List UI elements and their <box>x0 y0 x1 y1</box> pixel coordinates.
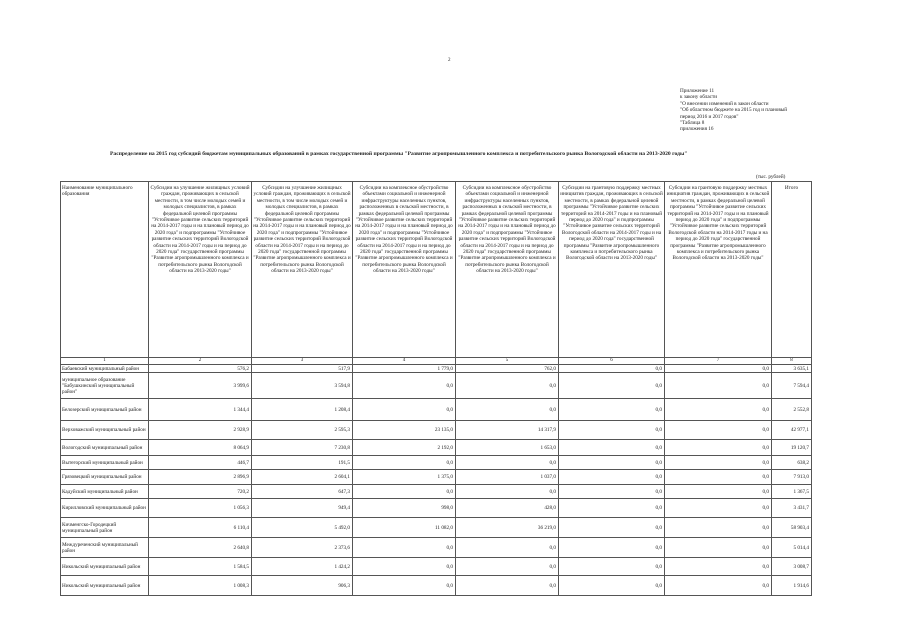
subsidy-value: 0,0 <box>665 538 772 558</box>
subsidy-value: 998,0 <box>353 499 456 518</box>
subsidy-value: 0,0 <box>559 440 665 456</box>
subsidy-value: 0,0 <box>456 485 559 499</box>
attachment-line: "Об областном бюджете на 2015 год и плановый <box>680 107 788 114</box>
municipality-name: Вологодский муниципальный район <box>61 440 149 456</box>
subsidy-value: 0,0 <box>353 576 456 596</box>
municipality-name: Верховажский муниципальный район <box>61 421 149 440</box>
total-value: 3 635,1 <box>772 365 812 373</box>
subsidy-value: 1 344,4 <box>149 399 252 421</box>
attachment-line: период 2016 и 2017 годов" <box>680 113 739 120</box>
column-number: 1 <box>61 358 149 365</box>
table-row <box>61 440 812 456</box>
column-number: 2 <box>149 358 252 365</box>
total-value: 3 008,7 <box>772 558 812 576</box>
subsidy-value: 428,0 <box>456 499 559 518</box>
subsidy-value: 191,5 <box>252 456 353 470</box>
subsidy-value: 0,0 <box>559 421 665 440</box>
subsidy-value: 0,0 <box>353 373 456 399</box>
total-value: 1 914,6 <box>772 576 812 596</box>
total-value: 5 014,4 <box>772 538 812 558</box>
subsidy-value: 1 653,0 <box>456 440 559 456</box>
subsidy-value: 0,0 <box>665 421 772 440</box>
subsidy-value: 0,0 <box>559 538 665 558</box>
table-row <box>61 518 812 538</box>
subsidy-value: 0,0 <box>353 399 456 421</box>
subsidy-value: 0,0 <box>665 499 772 518</box>
total-value: 3 431,7 <box>772 499 812 518</box>
subsidy-value: 2 373,6 <box>252 538 353 558</box>
column-header-subsidy: Субсидии на улучшение жилищных условий граждан, проживающих в сельской местности, в том числе молодых семей и молодых специалистов, в рамках федеральной целевой программы "Устойчивое развитие сельских территорий на 2014-2017 годы и на плановый период до 2020 года" и подпрограммы "Устойчивое развитие сельских территорий Вологодской области на 2014-2017 годы и на период до 2020 года" государственной программы "Развитие агропромышленного комплекса и потребительского рынка Вологодской области на 2013-2020 годы" <box>252 182 353 358</box>
subsidy-value: 0,0 <box>559 499 665 518</box>
units-label: (тыс. рублей) <box>756 174 786 180</box>
subsidy-value: 0,0 <box>559 558 665 576</box>
subsidy-value: 1 779,0 <box>353 365 456 373</box>
attachment-line: Приложение 11 <box>680 88 715 94</box>
municipality-name: Грязовецкий муниципальный район <box>61 470 149 485</box>
subsidy-value: 0,0 <box>456 538 559 558</box>
subsidy-value: 36 219,0 <box>456 518 559 538</box>
total-value: 2 552,8 <box>772 399 812 421</box>
subsidy-value: 1 584,5 <box>149 558 252 576</box>
municipality-name: Никольский муниципальный район <box>61 576 149 596</box>
column-header-subsidy: Субсидии на грантовую поддержку местных инициатив граждан, проживающих в сельской местности, в рамках федеральной целевой программы "Устойчивое развитие сельских территорий на 2014-2017 годы и на плановый период до 2020 года" и подпрограммы "Устойчивое развитие сельских территорий Вологодской области на 2014-2017 годы и на период до 2020 года" государственной программы "Развитие агропромышленного комплекса и потребительского рынка Вологодской области на 2013-2020 годы" <box>665 182 772 358</box>
subsidy-value: 3 594,8 <box>252 373 353 399</box>
subsidy-value: 1 208,4 <box>252 399 353 421</box>
attachment-line: "О внесении изменений в закон области <box>680 100 769 107</box>
municipality-name: муниципальное образование "Бабушкинский муниципальный район" <box>61 373 149 399</box>
subsidy-value: 0,0 <box>559 373 665 399</box>
subsidy-value: 576,2 <box>149 365 252 373</box>
attachment-line: приложения 16 <box>680 126 714 133</box>
column-header-subsidy: Субсидии на комплексное обустройство объектами социальной и инженерной инфраструктуры населенных пунктов, расположенных в сельской местности, в рамках федеральной целевой программы "Устойчивое развитие сельских территорий на 2014-2017 годы и на плановый период до 2020 года" и подпрограммы "Устойчивое развитие сельских территорий Вологодской области на 2014-2017 годы и на период до 2020 года" государственной программы "Развитие агропромышленного комплекса и потребительского рынка Вологодской области на 2013-2020 годы" <box>456 182 559 358</box>
column-number: 8 <box>772 358 812 365</box>
table-row <box>61 470 812 485</box>
column-number: 7 <box>665 358 772 365</box>
subsidy-value: 1 424,2 <box>252 558 353 576</box>
subsidy-value: 0,0 <box>353 538 456 558</box>
subsidy-value: 446,7 <box>149 456 252 470</box>
subsidy-value: 0,0 <box>665 576 772 596</box>
subsidy-value: 0,0 <box>665 558 772 576</box>
municipality-name: Белозерский муниципальный район <box>61 399 149 421</box>
subsidy-value: 0,0 <box>559 399 665 421</box>
attachment-line: "Таблица 8 <box>680 120 705 127</box>
total-value: 1 367,5 <box>772 485 812 499</box>
subsidy-value: 0,0 <box>559 485 665 499</box>
subsidy-value: 0,0 <box>665 518 772 538</box>
subsidy-value: 0,0 <box>456 456 559 470</box>
subsidy-value: 0,0 <box>559 365 665 373</box>
subsidy-value: 647,3 <box>252 485 353 499</box>
subsidy-value: 1 008,3 <box>149 576 252 596</box>
subsidy-value: 1 375,0 <box>353 470 456 485</box>
subsidy-table-container <box>60 181 811 596</box>
subsidy-value: 1 056,3 <box>149 499 252 518</box>
municipality-name: Кирилловский муниципальный район <box>61 499 149 518</box>
subsidy-value: 0,0 <box>456 576 559 596</box>
municipality-name: Бабаевский муниципальный район <box>61 365 149 373</box>
subsidy-value: 23 135,0 <box>353 421 456 440</box>
subsidy-value: 0,0 <box>353 558 456 576</box>
attachment-note <box>680 88 787 133</box>
subsidy-value: 517,9 <box>252 365 353 373</box>
subsidy-value: 11 082,0 <box>353 518 456 538</box>
subsidy-value: 8 064,9 <box>149 440 252 456</box>
total-value: 7 594,4 <box>772 373 812 399</box>
subsidy-value: 0,0 <box>559 456 665 470</box>
subsidy-value: 14 317,9 <box>456 421 559 440</box>
subsidy-value: 7 230,8 <box>252 440 353 456</box>
total-value: 7 913,0 <box>772 470 812 485</box>
table-row <box>61 499 812 518</box>
table-row <box>61 538 812 558</box>
subsidy-value: 0,0 <box>456 373 559 399</box>
total-value: 638,2 <box>772 456 812 470</box>
subsidy-value: 720,2 <box>149 485 252 499</box>
subsidy-value: 949,4 <box>252 499 353 518</box>
subsidy-value: 0,0 <box>665 485 772 499</box>
column-header-subsidy: Субсидии на комплексное обустройство объектами социальной и инженерной инфраструктуры населенных пунктов, расположенных в сельской местности, в рамках федеральной целевой программы "Устойчивое развитие сельских территорий на 2014-2017 годы и на плановый период до 2020 года" и подпрограммы "Устойчивое развитие сельских территорий Вологодской области на 2014-2017 годы и на период до 2020 года" государственной программы "Развитие агропромышленного комплекса и потребительского рынка Вологодской области на 2013-2020 годы" <box>353 182 456 358</box>
subsidy-value: 3 999,6 <box>149 373 252 399</box>
table-row <box>61 456 812 470</box>
table-row <box>61 365 812 373</box>
table-row <box>61 373 812 399</box>
subsidy-value: 5 492,0 <box>252 518 353 538</box>
subsidy-value: 0,0 <box>456 399 559 421</box>
subsidy-value: 2 595,3 <box>252 421 353 440</box>
page-number: 2 <box>448 58 451 63</box>
table-row <box>61 558 812 576</box>
table-row <box>61 576 812 596</box>
subsidy-value: 2 896,9 <box>149 470 252 485</box>
municipality-name: Никольский муниципальный район <box>61 558 149 576</box>
table-header-row <box>61 182 812 358</box>
document-title: Распределение на 2015 год субсидий бюджетам муниципальных образований в рамках государственной программы "Развитие агропромышленного комплекса и потребительского рынка Вологодской области на 2013-2020 годы" <box>110 151 688 157</box>
subsidy-value: 0,0 <box>665 373 772 399</box>
table-row <box>61 485 812 499</box>
municipality-name: Вытегорский муниципальный район <box>61 456 149 470</box>
subsidy-value: 0,0 <box>665 365 772 373</box>
column-number: 4 <box>353 358 456 365</box>
subsidy-table <box>60 181 812 596</box>
column-header-subsidy: Субсидии на грантовую поддержку местных инициатив граждан, проживающих в сельской местности, в рамках федеральной целевой программы "Устойчивое развитие сельских территорий на 2014-2017 годы и на плановый период до 2020 года" и подпрограммы "Устойчивое развитие сельских территорий Вологодской области на 2014-2017 годы и на период до 2020 года" государственной программы "Развитие агропромышленного комплекса и потребительского рынка Вологодской области на 2013-2020 годы" <box>559 182 665 358</box>
municipality-name: Кадуйский муниципальный район <box>61 485 149 499</box>
subsidy-value: 0,0 <box>665 470 772 485</box>
subsidy-value: 0,0 <box>456 558 559 576</box>
subsidy-value: 0,0 <box>559 518 665 538</box>
subsidy-value: 0,0 <box>665 440 772 456</box>
subsidy-value: 906,3 <box>252 576 353 596</box>
column-number: 5 <box>456 358 559 365</box>
column-number: 3 <box>252 358 353 365</box>
subsidy-value: 2 604,1 <box>252 470 353 485</box>
column-number: 6 <box>559 358 665 365</box>
subsidy-value: 0,0 <box>665 456 772 470</box>
total-value: 58 903,4 <box>772 518 812 538</box>
attachment-line: к закону области <box>680 94 718 101</box>
column-header-name: Наименование муниципального образования <box>61 182 149 358</box>
subsidy-value: 0,0 <box>559 470 665 485</box>
column-header-subsidy: Субсидии на улучшение жилищных условий граждан, проживающих в сельской местности, в том числе молодых семей и молодых специалистов, в рамках федеральной целевой программы "Устойчивое развитие сельских территорий на 2014-2017 годы и на плановый период до 2020 года" и подпрограммы "Устойчивое развитие сельских территорий Вологодской области на 2014-2017 годы и на период до 2020 года" государственной программы "Развитие агропромышленного комплекса и потребительского рынка Вологодской области на 2013-2020 годы" <box>149 182 252 358</box>
subsidy-value: 762,0 <box>456 365 559 373</box>
subsidy-value: 0,0 <box>353 456 456 470</box>
subsidy-value: 6 110,4 <box>149 518 252 538</box>
table-row <box>61 399 812 421</box>
column-header-total: Итого <box>772 182 812 358</box>
municipality-name: Междуреченский муниципальный район <box>61 538 149 558</box>
subsidy-value: 2 640,8 <box>149 538 252 558</box>
municipality-name: Кичменгско-Городецкий муниципальный район <box>61 518 149 538</box>
subsidy-value: 2 928,9 <box>149 421 252 440</box>
subsidy-value: 2 192,0 <box>353 440 456 456</box>
table-row <box>61 421 812 440</box>
subsidy-value: 1 037,0 <box>456 470 559 485</box>
subsidy-value: 0,0 <box>559 576 665 596</box>
total-value: 19 120,7 <box>772 440 812 456</box>
subsidy-value: 0,0 <box>665 399 772 421</box>
subsidy-value: 0,0 <box>353 485 456 499</box>
column-number-row <box>61 358 812 365</box>
total-value: 42 977,1 <box>772 421 812 440</box>
